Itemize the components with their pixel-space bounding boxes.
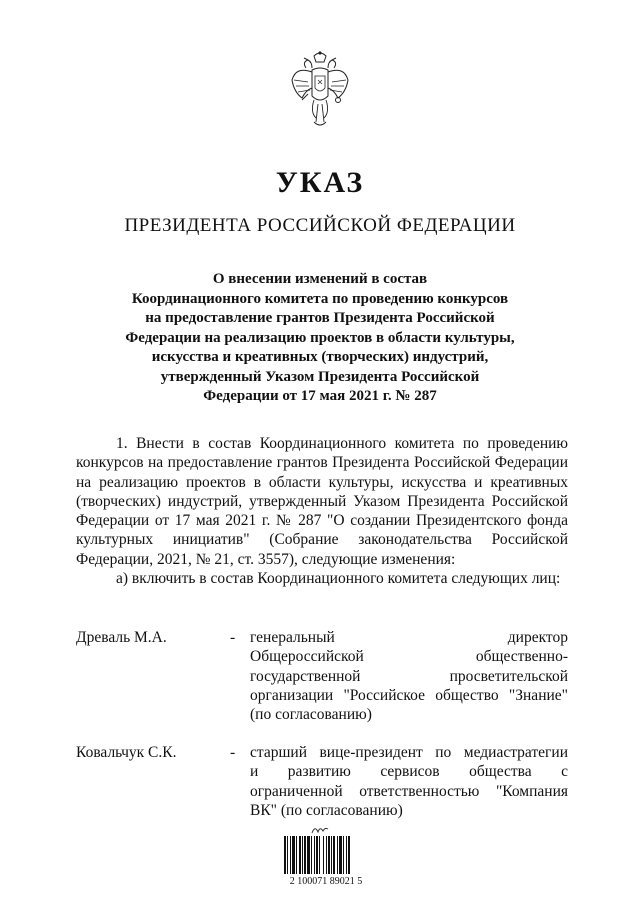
heading-line: Федерации на реализацию проектов в области культуры, [125,329,515,346]
member-name: Ковальчук С.К. [76,744,177,761]
member-dash: - [230,744,236,761]
initials-mark-icon [310,823,330,837]
member-description-line: Общероссийской общественно- [250,648,568,666]
barcode-icon [283,836,367,874]
member-description-line: ВК" (по согласованию) [250,801,403,819]
document-subtitle: ПРЕЗИДЕНТА РОССИЙСКОЙ ФЕДЕРАЦИИ [124,215,516,236]
document-title: УКАЗ [275,166,365,199]
barcode-number: 2 100071 89021 5 [289,876,363,887]
member-description-line: и развитию сервисов общества с [250,763,568,781]
member-description-line: генеральный директор [250,629,568,646]
member-name: Древаль М.А. [76,629,167,646]
coat-of-arms-icon [288,50,352,140]
decree-body [76,434,568,588]
member-description [250,743,568,820]
decree-heading [95,270,545,407]
heading-line: О внесении изменений в состав [212,271,428,287]
member-description-line: ограниченной ответственностью "Компания [250,782,568,800]
member-description-line: организации "Российское общество "Знание" [250,686,568,704]
paragraph-1: 1. Внести в состав Координационного комитета по проведению конкурсов на предоставление грантов Президента Российской Федерации на реализацию проектов в области культуры, искусства и креативных (творческих) индустрий, утвержденный Указом Президента Российской Федерации от 17 мая 2021 г. № 287 "О создании Президентского фонда культурных инициатив" (Собрание законодательства Российской Федерации, 2021, № 21, ст. 3557), следующие изменения: [76,435,568,568]
heading-line: на предоставление грантов Президента Российской [145,310,495,326]
heading-line: утвержденный Указом Президента Российской [160,368,480,385]
heading-line: Координационного комитета по проведению конкурсов [131,290,509,307]
heading-line: Федерации от 17 мая 2021 г. № 287 [203,388,437,404]
member-description [250,628,568,724]
member-description-line: старший вице-президент по медиастратегии [250,744,568,761]
paragraph-2: а) включить в состав Координационного комитета следующих лиц: [116,570,561,588]
heading-line: искусства и креативных (творческих) индустрий, [151,349,489,365]
member-description-line: государственной просветительской [250,667,568,685]
member-dash: - [230,629,236,646]
member-description-line: (по согласованию) [250,706,372,724]
